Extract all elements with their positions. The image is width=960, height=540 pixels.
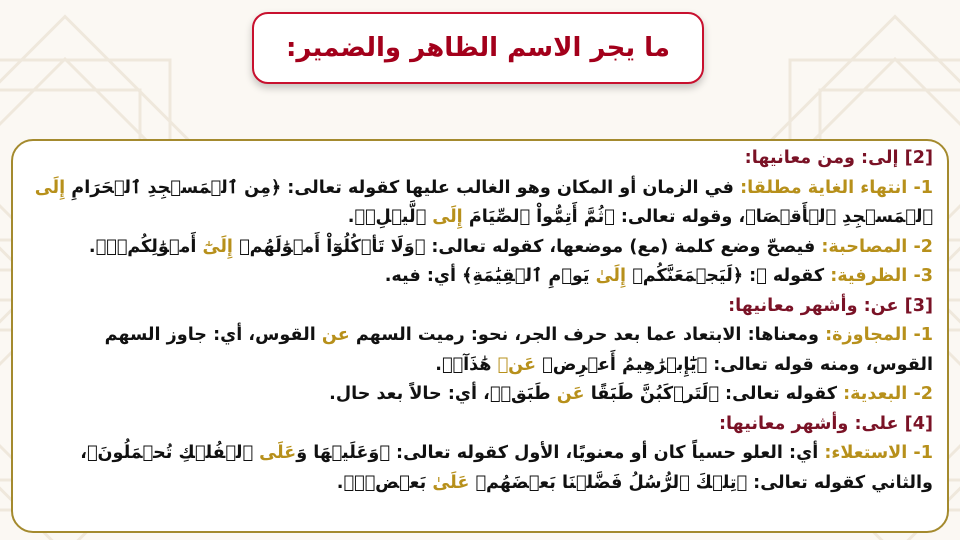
section-heading: [4] على: وأشهر معانيها: — [718, 413, 933, 434]
content-line — [25, 469, 933, 499]
content-line — [25, 380, 933, 410]
body-text: أي: العلو حسياً كان أو معنويًا، الأول كقوله تعالى: ﴿وَعَلَيۡهَا وَ — [296, 443, 819, 463]
highlight-text: 1- انتهاء الغاية مطلقا: — [733, 177, 933, 198]
content-line — [25, 439, 933, 469]
body-text: يَوۡمِ ٱلۡقِيَٰمَةِ﴾ أي: فيه. — [384, 266, 596, 286]
section-heading: [3] عن: وأشهر معانيها: — [728, 295, 933, 316]
highlight-text: عَنۡ — [497, 354, 537, 375]
content-line — [25, 174, 933, 204]
body-text: في الزمان أو المكان وهو الغالب عليها كقوله تعالى: ﴿مِن ٱلۡمَسۡجِدِ ٱلۡحَرَامِ — [65, 177, 734, 198]
body-text: بَعۡضٖۘ﴾. — [336, 472, 433, 493]
body-text: ٱلَّيۡلِۚ﴾. — [347, 207, 433, 227]
body-text: هَٰذَآۖ﴾. — [435, 354, 498, 375]
content-line — [25, 351, 933, 381]
highlight-text: إِلَىٰ — [595, 266, 627, 286]
body-text: ومعناها: الابتعاد عما بعد حرف الجر، نحو: رميت السهم — [349, 325, 819, 345]
highlight-text: إِلَىٰٓ — [202, 236, 233, 257]
content-line — [25, 292, 933, 322]
body-text: كقوله تعالى: ﴿لَتَرۡكَبُنَّ طَبَقًا — [584, 384, 837, 404]
highlight-text: عَلَى — [259, 443, 297, 463]
body-text: القوس، أي: جاوز السهم — [104, 325, 322, 345]
highlight-text: 2- البعدية: — [836, 384, 933, 404]
body-text: أَمۡوَٰلِكُمۡۚ﴾. — [88, 236, 203, 257]
body-text: ٱلۡفُلۡكِ تُحۡمَلُونَ﴾، — [80, 443, 260, 463]
highlight-text: إِلَى — [34, 177, 66, 198]
highlight-text: عَلَىٰ — [432, 472, 470, 493]
section-heading: [2] إلى: ومن معانيها: — [744, 148, 933, 168]
slide-title: ما يجر الاسم الظاهر والضمير: — [285, 33, 670, 63]
body-text: كقوله ﷻ: ﴿لَيَجۡمَعَنَّكُمۡ — [626, 266, 825, 286]
highlight-text: عن — [321, 325, 350, 345]
highlight-text: 1- الاستعلاء: — [818, 443, 933, 463]
highlight-text: 3- الظرفية: — [824, 266, 933, 286]
content-line — [25, 203, 933, 233]
content-frame — [11, 139, 949, 533]
content-line — [25, 144, 933, 174]
highlight-text: 2- المصاحبة: — [815, 236, 933, 257]
body-text: القوس، ومنه قوله تعالى: ﴿يَٰٓإِبۡرَٰهِيمُ أَعۡرِضۡ — [536, 354, 933, 375]
content-line — [25, 321, 933, 351]
highlight-text: 1- المجاوزة: — [818, 325, 933, 345]
content-line — [25, 233, 933, 263]
content-text — [25, 144, 933, 498]
body-text: طَبَقٖ﴾، أي: حالاً بعد حال. — [329, 384, 557, 404]
body-text: فيصحّ وضع كلمة (مع) موضعها، كقوله تعالى: ﴿وَلَا تَأۡكُلُوٓاْ أَمۡوَٰلَهُمۡ — [232, 236, 816, 257]
highlight-text: عَن — [556, 384, 585, 404]
slide-title-box — [252, 12, 704, 84]
body-text: ٱلۡمَسۡجِدِ ٱلۡأَقۡصَا﴾، وقوله تعالى: ﴿ثُمَّ أَتِمُّواْ ٱلصِّيَامَ — [462, 207, 933, 227]
content-line — [25, 262, 933, 292]
highlight-text: إِلَى — [432, 207, 463, 227]
body-text: والثاني كقوله تعالى: ﴿تِلۡكَ ٱلرُّسُلُ فَضَّلۡنَا بَعۡضَهُمۡ — [469, 472, 933, 493]
content-line — [25, 410, 933, 440]
